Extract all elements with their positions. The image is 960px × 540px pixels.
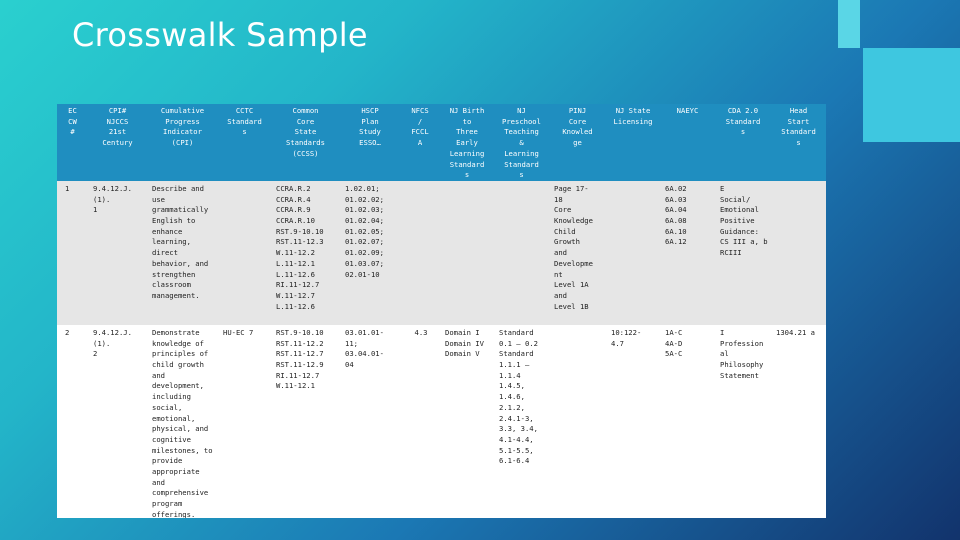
- column-header: CDA 2.0 Standard s: [725, 106, 761, 137]
- column-header: HSCP Plan Study ESSO…: [359, 106, 381, 148]
- table-cell: 10:122- 4.7: [611, 327, 642, 348]
- column-header: NJ Preschool Teaching & Learning Standard s: [502, 106, 541, 180]
- table-row: [57, 181, 826, 325]
- table-cell: 1: [65, 183, 70, 193]
- table-cell: [494, 181, 549, 325]
- column-header: NJ Birth to Three Early Learning Standard s: [449, 106, 485, 180]
- table-cell: Page 17- 18 Core Knowledge Child Growth and Developme nt Level 1A and Level 1B: [554, 183, 593, 311]
- slide-title: Crosswalk Sample: [72, 16, 368, 54]
- crosswalk-table: [57, 104, 826, 518]
- table-cell: 1A-C 4A-D 5A-C: [665, 327, 683, 359]
- table-row: [57, 325, 826, 518]
- column-header: EC CW #: [68, 106, 77, 137]
- table-cell: 1.02.01; 01.02.02; 01.02.03; 01.02.04; 01.02.05; 01.02.07; 01.02.09; 01.03.07; 02.01-10: [345, 183, 384, 279]
- table-cell: Domain I Domain IV Domain V: [445, 327, 484, 359]
- table-cell: 4.3: [414, 327, 428, 337]
- column-header: CCTC Standard s: [227, 106, 262, 137]
- table-cell: Describe and use grammatically English to enhance learning, direct behavior, and strengthen classroom management.: [152, 183, 209, 300]
- table-cell: [771, 181, 826, 325]
- table-cell: [606, 181, 660, 325]
- table-cell: 03.01.01- 11; 03.04.01- 04: [345, 327, 384, 370]
- column-header: NFCS / FCCL A: [411, 106, 429, 148]
- table-cell: [549, 325, 606, 518]
- table-cell: 9.4.12.J.(1). 2: [93, 327, 132, 359]
- column-header: Common Core State Standards (CCSS): [286, 106, 325, 158]
- table-cell: I Profession al Philosophy Statement: [720, 327, 764, 380]
- column-header: NJ State Licensing: [613, 106, 653, 126]
- table-cell: 6A.02 6A.03 6A.04 6A.08 6A.10 6A.12: [665, 183, 687, 247]
- table-cell: 2: [65, 327, 70, 337]
- table-cell: CCRA.R.2 CCRA.R.4 CCRA.R.9 CCRA.R.10 RST.9-10.10 RST.11-12.3 W.11-12.2 L.11-12.1 L.11-12.6 RI.11-12.7 W.11-12.7 L.11-12.6: [276, 183, 324, 311]
- decorative-accent-small: [838, 0, 860, 48]
- table-cell: HU-EC 7: [223, 327, 254, 337]
- table-cell: E Social/ Emotional Positive Guidance: CS III a, b RCIII: [720, 183, 768, 258]
- column-header: CPI# NJCCS 21st Century: [102, 106, 133, 148]
- table-cell: [440, 181, 494, 325]
- table-cell: 9.4.12.J.(1). 1: [93, 183, 132, 215]
- table-cell: RST.9-10.10 RST.11-12.2 RST.11-12.7 RST.11-12.9 RI.11-12.7 W.11-12.1: [276, 327, 324, 391]
- table-cell: Demonstrate knowledge of principles of child growth and development, including social, emotional, physical, and cognitive milestones, to provide appropriate and comprehensive program offerings.: [152, 327, 213, 518]
- decorative-accent-block: [863, 48, 960, 142]
- table-header-row: [57, 104, 826, 181]
- table-cell: Standard 0.1 – 0.2 Standard 1.1.1 – 1.1.4 1.4.5, 1.4.6, 2.1.2, 2.4.1-3, 3.3, 3.4, 4.1-4.4, 5.1-5.5, 6.1-6.4: [499, 327, 538, 466]
- table-cell: [400, 181, 440, 325]
- column-header: PINJ Core Knowled ge: [562, 106, 593, 148]
- crosswalk-table-container: [57, 104, 826, 518]
- table-cell: [218, 181, 271, 325]
- column-header: Head Start Standard s: [781, 106, 816, 148]
- column-header: Cumulative Progress Indicator (CPI): [160, 106, 205, 148]
- table-cell: 1304.21 a: [776, 327, 815, 337]
- column-header: NAEYC: [676, 106, 699, 115]
